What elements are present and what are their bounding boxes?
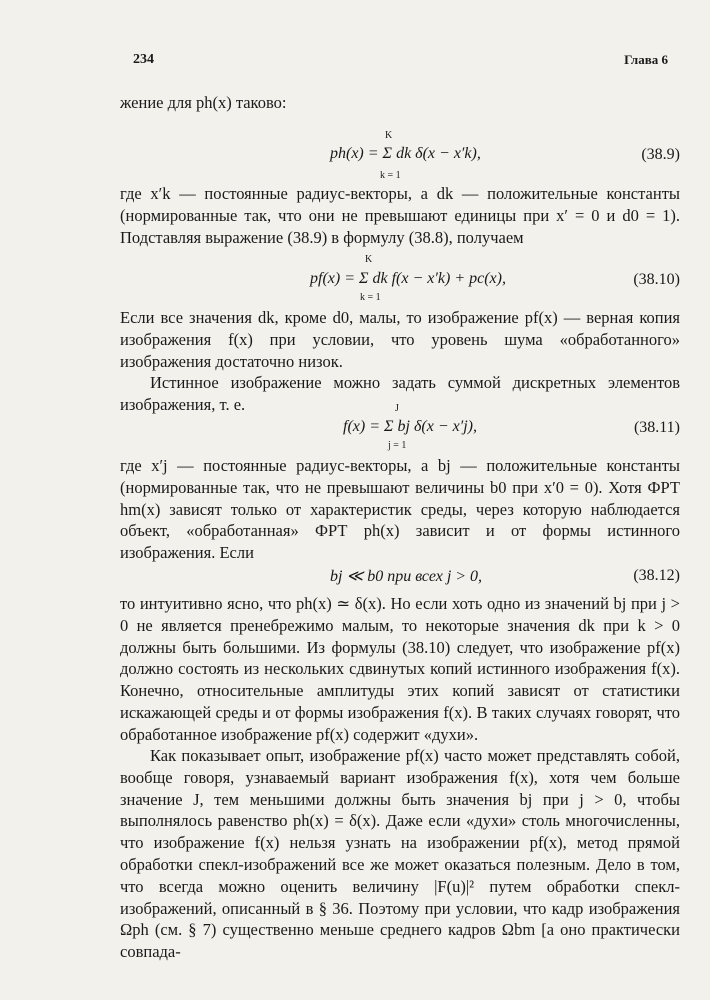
- chapter-label: Глава 6: [624, 52, 668, 67]
- equation-38-11: [343, 418, 477, 436]
- paragraph-text: жение для ph(x) таково:: [120, 93, 287, 112]
- equation-body: ph(x) = Σ dk δ(x − x′k),: [330, 145, 481, 162]
- paragraph-2: [120, 183, 680, 248]
- equation-number: (38.10): [633, 271, 680, 288]
- paragraph-7: [120, 745, 680, 963]
- equation-38-12: [330, 566, 482, 586]
- equation-number: (38.11): [633, 419, 680, 436]
- sum-upper-limit: K: [385, 130, 393, 141]
- equation-body: bj ≪ b0 при всех j > 0,: [330, 568, 483, 585]
- paragraph-4: [120, 372, 680, 416]
- sum-lower-limit: k = 1: [380, 170, 401, 181]
- paragraph-text: где x′j — постоянные радиус-векторы, а bj — положительные константы (нормированные так, что не превышают величины b0 при x′0 = 0). Хотя ФРТ hm(x) зависят только от характеристик среды, через которую наблюдается объект, «обработанная» ФРТ ph(x) зависит и от формы истинного изображения. Если: [120, 456, 680, 563]
- paragraph-3: [120, 307, 680, 372]
- paragraph-5: [120, 455, 680, 564]
- page-number: 234: [133, 52, 154, 67]
- equation-body: pf(x) = Σ dk f(x − x′k) + pc(x),: [310, 270, 506, 287]
- paragraph-text: Истинное изображение можно задать суммой дискретных элементов изображения, т. е.: [120, 373, 680, 414]
- sum-lower-limit: j = 1: [388, 440, 407, 451]
- paragraph-text: Как показывает опыт, изображение pf(x) часто может представлять собой, вообще говоря, узнаваемый вариант изображения f(x), хотя чем больше значение J, тем меньшими должны быть значения bj при j > 0, чтобы выполнялось равенство ph(x) = δ(x). Даже если «духи» столь многочисленны, что изображение f(x) нельзя узнать на изображении pf(x), метод прямой обработки спекл-изображений все же может оказаться полезным. Дело в том, что всегда можно оценить величину |F(u)|² путем обработки спекл-изображений, описанный в § 36. Поэтому при условии, что кадр изображения Ωph (см. § 7) существенно меньше среднего кадров Ωbm [а оно практически совпада-: [120, 746, 680, 962]
- equation-number: (38.12): [633, 567, 680, 584]
- sum-upper-limit: J: [395, 403, 399, 414]
- paragraph-text: Если все значения dk, кроме d0, малы, то изображение pf(x) — верная копия изображения f(x) при условии, что уровень шума «обработанного» изображения достаточно низок.: [120, 308, 680, 371]
- equation-38-10: [310, 270, 506, 288]
- equation-body: f(x) = Σ bj δ(x − x′j),: [343, 418, 477, 435]
- sum-upper-limit: K: [365, 254, 373, 265]
- paragraph-text: то интуитивно ясно, что ph(x) ≃ δ(x). Но если хоть одно из значений bj при j > 0 не является пренебрежимо малым, то некоторые значения dk при k > 0 должны быть большими. Из формулы (38.10) следует, что изображение pf(x) должно состоять из нескольких сдвинутых копий истинного изображения f(x). Конечно, относительные амплитуды этих копий зависят от статистики искажающей среды и от формы изображения f(x). В таких случаях говорят, что обработанное изображение pf(x) содержит «духи».: [120, 594, 680, 744]
- sum-lower-limit: k = 1: [360, 292, 381, 303]
- paragraph-6: [120, 593, 680, 746]
- paragraph-text: где x′k — постоянные радиус-векторы, а dk — положительные константы (нормированные так, что они не превышают единицы при x′ = 0 и d0 = 1). Подставляя выражение (38.9) в формулу (38.8), получаем: [120, 184, 680, 247]
- paragraph-intro: [120, 92, 680, 114]
- equation-number: (38.9): [641, 146, 680, 163]
- equation-38-9: [330, 145, 481, 163]
